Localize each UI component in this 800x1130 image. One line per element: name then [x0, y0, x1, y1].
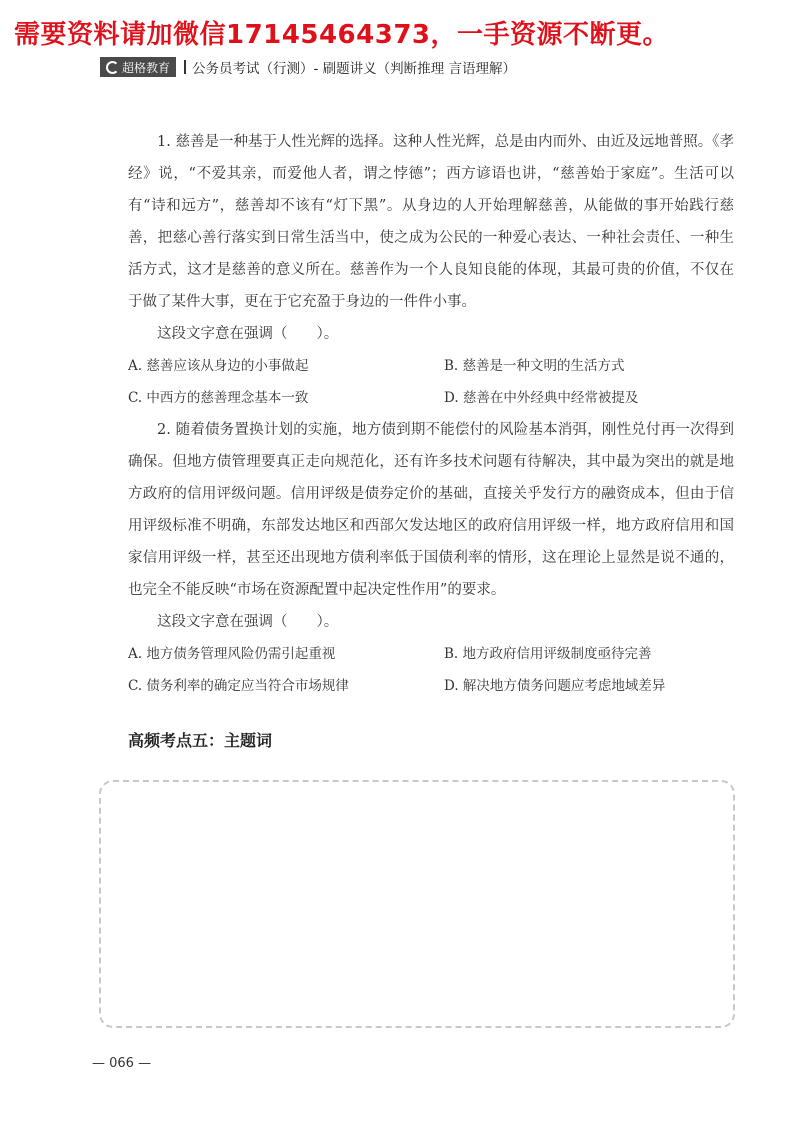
question-2-passage: 2. 随着债务置换计划的实施，地方债到期不能偿付的风险基本消弭，刚性兑付再一次得到确保。但地方债管理要真正走向规范化，还有许多技术问题有待解决，其中最为突出的就是地方政府的信用评级问题。信用评级是债券定价的基础，直接关乎发行方的融资成本，但由于信用评级标准不明确，东部发达地区和西部欠发达地区的政府信用评级一样，地方政府信用和国家信用评级一样，甚至还出现地方债利率低于国债利率的情形，这在理论上显然是说不通的，也完全不能反映“市场在资源配置中起决定性作用”的要求。 [128, 422, 734, 598]
question-2 [128, 414, 734, 702]
question-2-option-b: B. 地方政府信用评级制度亟待完善 [444, 646, 652, 662]
notes-box [99, 780, 735, 1028]
page-number: — 066 — [92, 1056, 152, 1071]
question-2-options [128, 638, 734, 702]
question-1-option-a: A. 慈善应该从身边的小事做起 [128, 358, 309, 374]
question-1-option-d: D. 慈善在中外经典中经常被提及 [444, 390, 639, 406]
question-2-prompt: 这段文字意在强调（ ）。 [157, 614, 339, 630]
publisher-logo [100, 57, 176, 77]
question-1-option-b: B. 慈善是一种文明的生活方式 [444, 358, 625, 374]
header-title: 公务员考试（行测）- 刷题讲义（判断推理 言语理解） [192, 61, 516, 77]
promo-banner: 需要资料请加微信17145464373，一手资源不断更。 [14, 20, 669, 50]
question-2-option-c: C. 债务利率的确定应当符合市场规律 [128, 678, 349, 694]
question-1-passage: 1. 慈善是一种基于人性光辉的选择。这种人性光辉，总是由内而外、由近及远地普照。《孝经》说，“不爱其亲，而爱他人者，谓之悖德”；西方谚语也讲，“慈善始于家庭”。生活可以有“诗和远方”，慈善却不该有“灯下黑”。从身边的人开始理解慈善，从能做的事开始践行慈善，把慈心善行落实到日常生活当中，使之成为公民的一种爱心表达、一种社会责任、一种生活方式，这才是慈善的意义所在。慈善作为一个人良知良能的体现，其最可贵的价值，不仅在于做了某件大事，更在于它充盈于身边的一件件小事。 [128, 134, 734, 310]
section-title: 高频考点五：主题词 [128, 731, 273, 750]
question-1 [128, 126, 734, 414]
question-content [128, 126, 734, 702]
question-1-prompt: 这段文字意在强调（ ）。 [157, 326, 339, 342]
question-1-option-c: C. 中西方的慈善理念基本一致 [128, 390, 309, 406]
page-header [100, 56, 516, 78]
header-divider [184, 60, 186, 74]
question-2-option-d: D. 解决地方债务问题应考虑地域差异 [444, 678, 666, 694]
question-1-options [128, 350, 734, 414]
question-2-option-a: A. 地方债务管理风险仍需引起重视 [128, 646, 336, 662]
logo-icon [106, 61, 119, 74]
logo-text: 超格教育 [122, 60, 171, 75]
